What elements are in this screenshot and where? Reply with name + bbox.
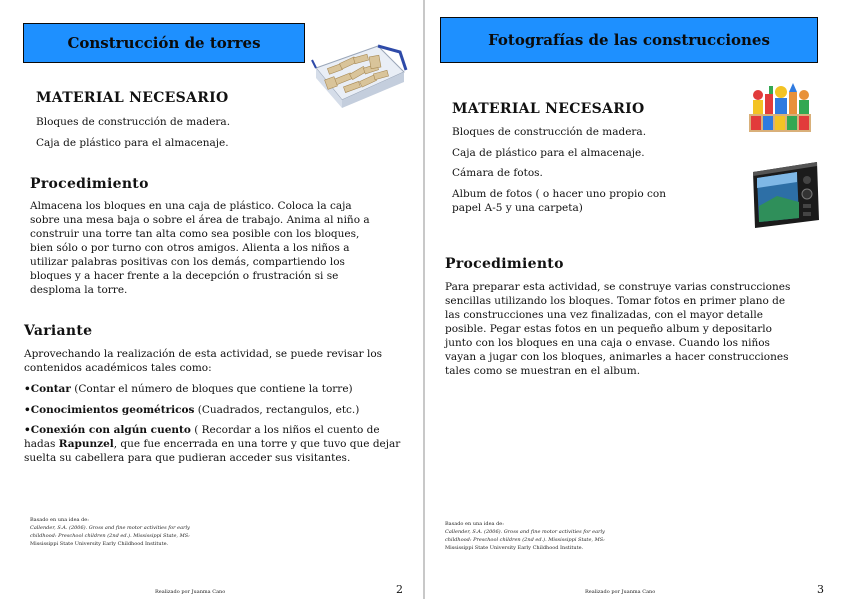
variant-intro: Aprovechando la realización de esta actividad, se puede revisar los contenidos académicos tales como: xyxy=(24,348,383,374)
material-item-album: Album de fotos ( o hacer uno propio con papel A-5 y una carpeta) xyxy=(452,188,666,214)
citation: Basado en una idea de: Callender, S.A. (2006). Gross and fine motor activities for early childhood: Preschool children (2nd ed.). Mississippi State, MS: Mississippi State University Early Childhood Institute. xyxy=(30,517,190,547)
citation: Basado en una idea de: Callender, S.A. (2006). Gross and fine motor activities for early childhood: Preschool children (2nd ed.). Mississippi State, MS: Mississippi State University Early Childhood Institute. xyxy=(445,521,605,551)
variant-bullet-story: •Conexión con algún cuento ( Recordar a los niños el cuento de hadas Rapunzel, que fue encerrada en una torre y que tuvo que dejar suelta su cabellera para que pudieran acceder sus visitantes. xyxy=(24,424,401,464)
page-number: 2 xyxy=(396,583,403,596)
material-item: Bloques de construcción de madera. xyxy=(452,126,647,138)
procedure-heading: Procedimiento xyxy=(445,256,564,272)
variant-bullet-count: •Contar (Contar el número de bloques que contiene la torre) xyxy=(24,383,353,395)
page-right xyxy=(425,0,848,599)
variant-bullet-geometry: •Conocimientos geométricos (Cuadrados, rectangulos, etc.) xyxy=(24,404,360,416)
footer-author: Realizado por Juanma Cano xyxy=(155,589,226,595)
variant-heading: Variante xyxy=(24,323,93,339)
procedure-text: Para preparar esta actividad, se construye varias construcciones sencillas utilizando los bloques. Tomar fotos en primer plano de las construcciones una vez finalizadas, con el mayor detalle posible. Pegar estas fotos en un pequeño album y depositarlo junto con los bloques en una caja o envase. Cuando los niños vayan a jugar con los bloques, animarles a hacer construcciones tales como se muestran en el album. xyxy=(445,281,791,377)
page-left xyxy=(0,0,423,599)
camera-image xyxy=(747,158,823,234)
procedure-heading: Procedimiento xyxy=(30,176,149,192)
material-item: Cámara de fotos. xyxy=(452,167,543,179)
page-title-banner: Fotografías de las construcciones xyxy=(440,17,818,63)
page-number: 3 xyxy=(817,583,824,596)
material-item: Caja de plástico para el almacenaje. xyxy=(452,147,645,159)
material-heading: MATERIAL NECESARIO xyxy=(36,90,229,106)
material-item: Caja de plástico para el almacenaje. xyxy=(36,137,229,149)
footer-author: Realizado por Juanma Cano xyxy=(585,589,656,595)
material-heading: MATERIAL NECESARIO xyxy=(452,101,645,117)
block-box-image xyxy=(308,38,408,110)
colorful-blocks-image xyxy=(745,80,815,138)
material-item: Bloques de construcción de madera. xyxy=(36,116,231,128)
page-title-banner: Construcción de torres xyxy=(23,23,305,63)
procedure-text: Almacena los bloques en una caja de plástico. Coloca la caja sobre una mesa baja o sobre el área de trabajo. Anima al niño a construir una torre tan alta como sea posible con los bloques, bien sólo o por turno con otros amigos. Alienta a los niños a utilizar palabras positivas con los demás, compartiendo los bloques y a hacer frente a la decepción o frustración si se desploma la torre. xyxy=(30,200,370,296)
